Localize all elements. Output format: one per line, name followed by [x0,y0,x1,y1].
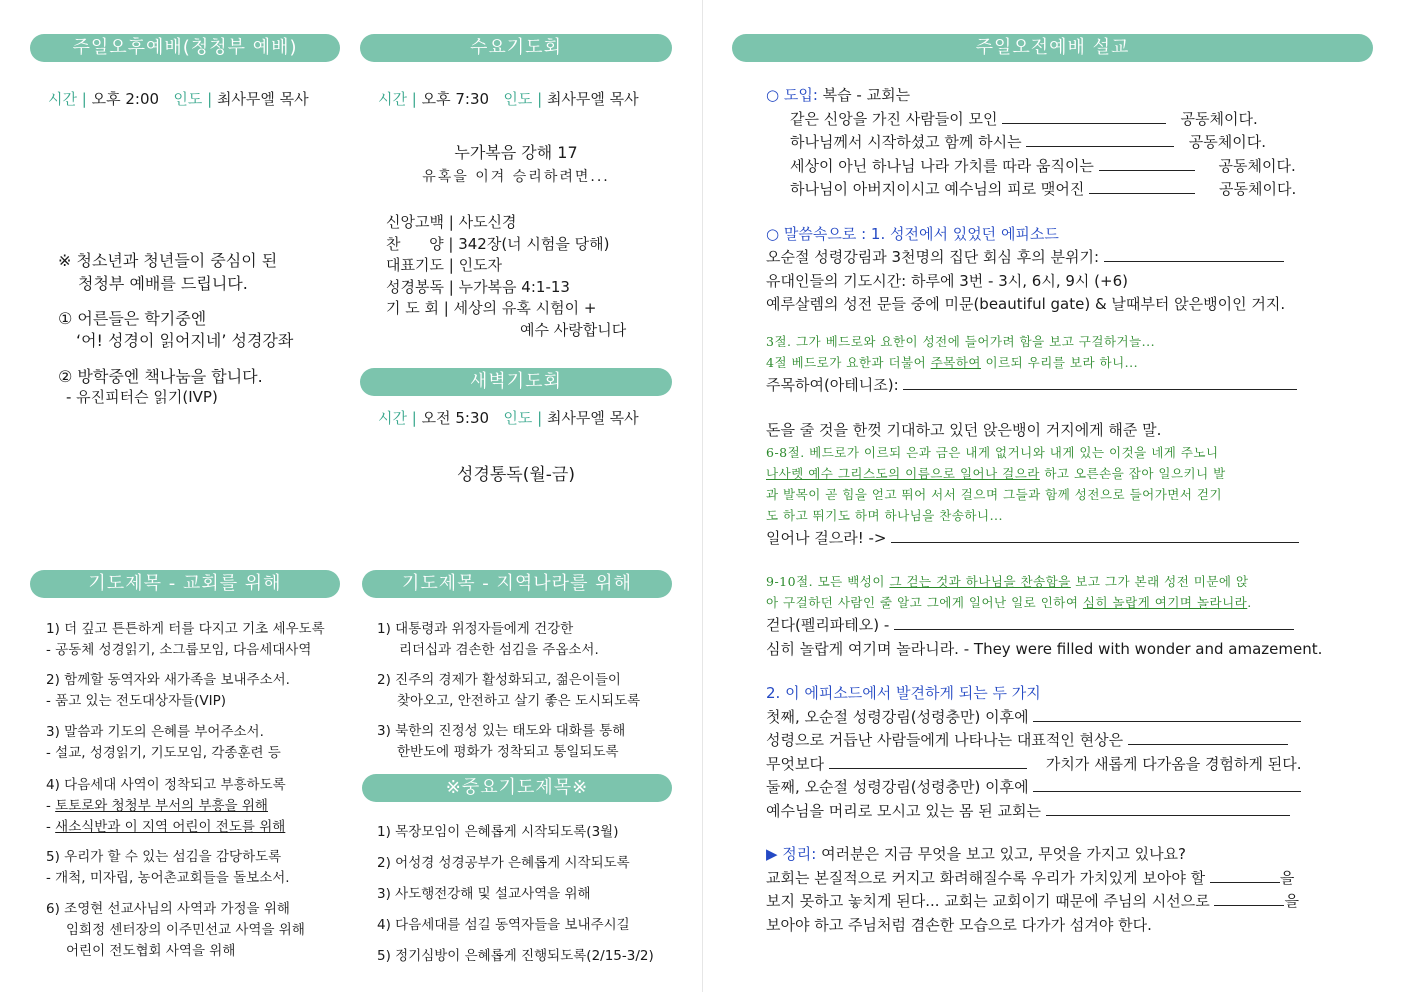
item-line: 1) 더 깊고 튼튼하게 터를 다지고 기초 세우도록 [46,621,325,637]
verse-line: 6-8절. 베드로가 이르되 은과 금은 내게 없거니와 내게 있는 이것을 네게 주노니 [766,444,1219,460]
item-line: 임희정 센터장의 이주민선교 사역을 위해 [66,922,305,938]
order-value: 342장(너 시험을 당해) [458,234,610,253]
wed-order-row-cont: 예수 사랑합니다 [520,320,627,339]
important-list [377,820,677,975]
answer-blank[interactable] [829,754,1027,769]
prayer-nation-header: 기도제목 - 지역나라를 위해 [362,570,672,598]
verse-underlined: 그 걷는 것과 하나님을 찬송함을 [889,574,1071,589]
list-item [46,899,346,962]
answer-blank[interactable] [1046,801,1290,816]
verse-text: 9-10절. 모든 백성이 [766,574,890,589]
line-text: 예수님을 머리로 모시고 있는 몸 된 교회는 [766,801,1041,820]
item-line: 3) 말씀과 기도의 은혜를 부어주소서. [46,724,264,740]
item-underlined: 토토로와 청청부 부서의 부흥을 위해 [55,798,268,814]
text-line [766,614,1366,638]
sermon-body [766,84,1366,937]
text-line: 돈을 줄 것을 한껏 기대하고 있던 앉은뱅이 거지에게 해준 말. [766,421,1162,439]
lead-label: 인도 | [173,90,213,108]
verse-underlined: 나사렛 예수 그리스도의 이름으로 일어나 걸으라 [766,465,1040,481]
prayer-nation-list [377,619,677,763]
list-item [377,619,677,661]
answer-blank[interactable] [903,375,1297,390]
answer-blank[interactable] [1214,891,1284,906]
item-line: - 품고 있는 전도대상자들(VIP) [46,693,227,709]
item-line: 한반도에 평화가 정착되고 통일되도록 [397,744,619,760]
wed-order-list [386,211,666,340]
order-key: 기 도 회 | [386,299,449,317]
answer-blank[interactable] [1099,156,1195,171]
sermon-header: 주일오전예배 설교 [732,34,1373,62]
list-item: 4) 다음세대를 섬길 동역자들을 보내주시길 [377,917,630,933]
intro-label-rest: 복습 - 교회는 [822,86,911,104]
verse-line: 아 구걸하던 사람인 줄 알고 그에게 일어난 일로 인하여 심히 놀랍게 여기며 놀라니라. [766,595,1252,610]
important-header: ※중요기도제목※ [362,774,672,802]
answer-blank[interactable] [894,615,1294,630]
line-text: 걷다(펠리파테오) - [766,616,890,634]
list-item: 3) 사도행전강해 및 설교사역을 위해 [377,886,591,902]
sunday-pm-item1-a: ① 어른들은 학기중엔 [58,309,207,328]
answer-blank[interactable] [1104,247,1284,262]
answer-blank[interactable] [1128,730,1288,745]
sunday-pm-note-2: 청청부 예배를 드립니다. [78,274,248,293]
answer-blank[interactable] [1033,707,1301,722]
list-item [377,721,677,763]
item-line: 리더십과 겸손한 섬김을 주옵소서. [399,642,599,658]
text-line [766,729,1366,753]
text-line: 유대인들의 기도시간: 하루에 3번 - 3시, 6시, 9시 (+6) [766,271,1128,290]
verse-text: 보고 그가 본래 성전 미문에 앉 [1070,574,1249,589]
line-text: 일어나 걸으라! -> [766,528,887,547]
text-line: 심히 놀랍게 여기며 놀라니라. - They were filled with wonder and amazement. [766,639,1323,658]
list-item [46,722,346,764]
list-item: 5) 정기심방이 은혜롭게 진행되도록(2/15-3/2) [377,948,654,964]
intro-lines [766,108,1366,202]
sunday-pm-item2-b: - 유진피터슨 읽기(IVP) [66,388,218,406]
time-label: 시간 | [378,90,417,108]
time-value: 오전 5:30 [421,409,490,427]
dawn-note: 성경통독(월-금) [457,465,575,485]
verse-line [766,464,1366,485]
list-item: 2) 어성경 성경공부가 은혜롭게 시작되도록 [377,855,630,871]
word-heading: ○ 말씀속으로 : 1. 성전에서 있었던 에피소드 [766,224,1059,243]
text-line [766,527,1366,551]
item-line: 4) 다음세대 사역이 정착되고 부흥하도록 [46,777,286,793]
answer-blank[interactable] [891,528,1299,543]
summary-label: ▶ 정리: [766,845,817,863]
fill-post: 공동체이다. [1180,109,1258,128]
verse-line [766,572,1366,593]
line-text: 주목하여(아테니조): [766,375,899,394]
fill-line [790,131,1366,155]
order-value: 인도자 [458,256,503,274]
wed-sermon-sub: 유혹을 이겨 승리하려면... [422,169,610,185]
wed-order-row [386,233,666,255]
item-line: - 새소식반과 이 지역 어린이 전도를 위해 [46,819,286,835]
fill-line [790,178,1366,202]
dawn-time-row [378,407,639,428]
summary-heading [766,843,1366,867]
verse-text: 하고 오른손을 잡아 일으키니 발 [1039,465,1226,481]
wed-order-row [386,211,666,233]
line-text: 을 [1279,868,1295,887]
time-label: 시간 | [378,409,417,427]
time-label: 시간 | [48,90,87,108]
list-item: 1) 목장모임이 은혜롭게 시작되도록(3월) [377,824,619,840]
item-line: 6) 조영현 선교사님의 사역과 가정을 위해 [46,901,290,917]
fill-pre: 같은 신앙을 가진 사람들이 모인 [790,109,998,128]
verse-line [766,353,1366,374]
prayer-church-header: 기도제목 - 교회를 위해 [30,570,340,598]
text-line: 보아야 하고 주님처럼 겸손한 모습으로 다가가 섬겨야 한다. [766,915,1152,934]
text-line [766,246,1366,270]
time-value: 오후 7:30 [421,90,490,108]
answer-blank[interactable] [1002,109,1166,124]
fill-post: 공동체이다. [1218,156,1296,175]
list-item [377,670,677,712]
item-line: - 설교, 성경읽기, 기도모임, 각종훈련 등 [46,745,281,761]
intro-label: ○ 도입: [766,86,818,104]
two-things-heading: 2. 이 에피소드에서 발견하게 되는 두 가지 [766,684,1041,702]
order-key: 신앙고백 | [386,213,454,231]
lead-value: 최사무엘 목사 [216,90,309,108]
item-line: 5) 우리가 할 수 있는 섬김을 감당하도록 [46,849,282,865]
time-value: 오후 2:00 [91,90,160,108]
fill-line [790,155,1366,179]
answer-blank[interactable] [1026,132,1174,147]
item-line: 2) 함께할 동역자와 새가족을 보내주소서. [46,672,290,688]
line-text: 첫째, 오순절 성령강림(성령충만) 이후에 [766,707,1029,726]
item-line: 찾아오고, 안전하고 살기 좋은 도시되도록 [397,693,641,709]
list-item [46,619,346,661]
lead-value: 최사무엘 목사 [546,90,639,108]
text-line [766,753,1366,777]
item-line: - 공동체 성경읽기, 소그룹모임, 다음세대사역 [46,642,312,658]
line-text: 오순절 성령강림과 3천명의 집단 회심 후의 분위기: [766,248,1100,266]
fill-post: 공동체이다. [1188,133,1266,151]
sunday-pm-note-1: ※ 청소년과 청년들이 중심이 된 [58,251,278,270]
sunday-pm-header: 주일오후예배(청청부 예배) [30,34,340,62]
item-line: 1) 대통령과 위정자들에게 건강한 [377,621,574,637]
wed-header: 수요기도회 [360,34,672,62]
list-item [46,847,346,889]
line-text: 무엇보다 [766,754,824,773]
sunday-pm-time-row [48,88,309,109]
item-line: 어린이 전도협회 사역을 위해 [66,943,236,959]
wed-order-row [386,276,666,298]
text-line: 예루살렘의 성전 문들 중에 미문(beautiful gate) & 날때부터 앉은뱅이인 거지. [766,295,1286,313]
verse-line: 과 발목이 곧 힘을 얻고 뛰어 서서 걸으며 그들과 함께 성전으로 들어가면서 걷기 [766,486,1223,502]
verse-underlined: 심히 놀랍게 여기며 놀라니라 [1082,595,1248,610]
fill-pre: 세상이 아닌 하나님 나라 가치를 따라 움직이는 [790,156,1094,175]
line-text: 둘째, 오순절 성령강림(성령충만) 이후에 [766,778,1029,796]
line-text: 교회는 본질적으로 커지고 화려해질수록 우리가 가치있게 보아야 할 [766,868,1206,887]
page-divider [702,0,703,992]
line-text: 을 [1284,892,1299,910]
wed-order-row [386,254,666,276]
item-line: - 토토로와 청청부 부서의 부흥을 위해 [46,798,268,814]
answer-blank[interactable] [1033,777,1301,792]
item-line: 2) 진주의 경제가 활성화되고, 젊은이들이 [377,672,621,688]
text-line [766,776,1366,800]
line-text: 가치가 새롭게 다가옴을 경험하게 된다. [1045,754,1302,773]
list-item [46,670,346,712]
list-item [46,775,346,838]
verse-underlined: 주목하여 [930,354,981,370]
verse-text: 아 구걸하던 사람인 줄 알고 그에게 일어난 일로 인하여 [766,595,1083,610]
intro-heading [766,84,1366,108]
fill-line [790,108,1366,132]
line-text: 성령으로 거듭난 사람들에게 나타나는 대표적인 현상은 [766,731,1124,749]
lead-value: 최사무엘 목사 [546,409,639,427]
order-value: 누가복음 4:1-13 [458,277,570,296]
order-key: 대표기도 | [386,256,454,274]
answer-blank[interactable] [1089,179,1195,194]
verse-text: 이르되 우리를 보라 하니... [981,354,1139,370]
item-underlined: 새소식반과 이 지역 어린이 전도를 위해 [55,819,286,835]
lead-label: 인도 | [503,90,543,108]
text-line [766,374,1366,398]
sunday-pm-item2-a: ② 방학중엔 책나눔을 합니다. [58,367,263,386]
text-line [766,867,1366,891]
verse-line: 3절. 그가 베드로와 요한이 성전에 들어가려 함을 보고 구걸하거늘... [766,333,1156,349]
fill-pre: 하나님께서 시작하셨고 함께 하시는 [790,133,1022,151]
wed-order-row [386,297,666,319]
answer-blank[interactable] [1210,868,1280,883]
lead-label: 인도 | [503,409,543,427]
order-key: 찬 양 | [386,234,454,253]
summary-question: 여러분은 지금 무엇을 보고 있고, 무엇을 가지고 있나요? [821,845,1187,863]
item-line: - 개척, 미자립, 농어촌교회들을 돌보소서. [46,870,290,886]
dawn-header: 새벽기도회 [360,368,672,396]
verse-text: 4절 베드로가 요한과 더불어 [766,354,931,370]
fill-pre: 하나님이 아버지이시고 예수님의 피로 맺어진 [790,180,1085,198]
sunday-pm-item1-b: ‘어! 성경이 읽어지네’ 성경강좌 [76,331,294,350]
text-line [766,706,1366,730]
order-key: 성경봉독 | [386,277,454,296]
fill-post: 공동체이다. [1219,180,1297,198]
text-line [766,890,1366,914]
item-line: 3) 북한의 진정성 있는 태도와 대화를 통해 [377,723,626,739]
wed-time-row [378,88,639,109]
order-value: 세상의 유혹 시험이 + [453,299,597,317]
order-value: 사도신경 [458,213,517,231]
line-text: 보지 못하고 놓치게 된다... 교회는 교회이기 때문에 주님의 시선으로 [766,892,1210,910]
prayer-church-list [46,619,346,962]
verse-line: 도 하고 뛰기도 하며 하나님을 찬송하니... [766,507,1003,523]
text-line [766,800,1366,824]
wed-sermon-title: 누가복음 강해 17 [454,143,578,162]
